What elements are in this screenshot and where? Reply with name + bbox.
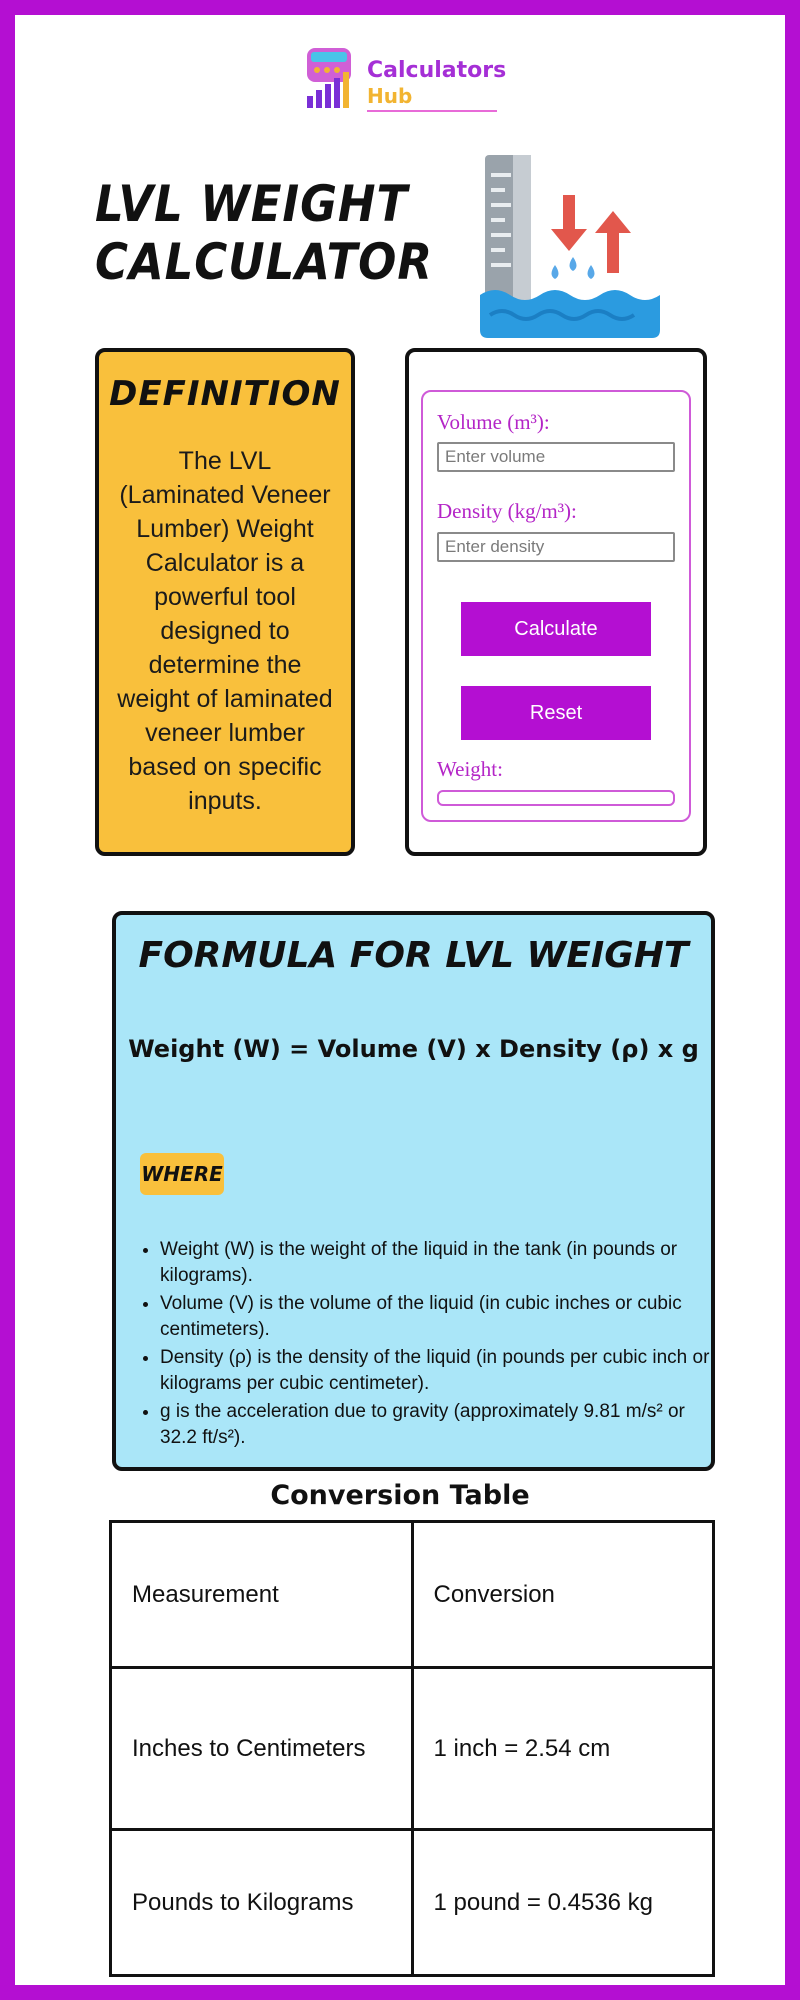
table-header-cell: Conversion xyxy=(412,1522,714,1668)
list-item: • Volume (V) is the volume of the liquid (in cubic inches or cubic centimeters). xyxy=(160,1291,720,1343)
list-item: • Weight (W) is the weight of the liquid in the tank (in pounds or kilograms). xyxy=(160,1237,720,1289)
weight-label: Weight: xyxy=(437,757,503,781)
table-row xyxy=(111,1830,714,1976)
volume-input[interactable] xyxy=(437,442,675,472)
logo-text-hub: Hub xyxy=(367,84,413,108)
page-body xyxy=(15,15,785,1985)
table-cell: 1 pound = 0.4536 kg xyxy=(412,1830,714,1976)
calculator-form xyxy=(421,390,691,822)
definition-card xyxy=(95,348,355,856)
page-title: LVL WEIGHT CALCULATOR xyxy=(95,175,433,291)
table-header-row xyxy=(111,1522,714,1668)
formula-variable-list xyxy=(136,1237,720,1453)
table-cell: Inches to Centimeters xyxy=(111,1668,413,1830)
volume-label: Volume (m³): xyxy=(437,410,550,434)
list-item: • Density (ρ) is the density of the liquid (in pounds per cubic inch or kilograms per cubic centimeter). xyxy=(160,1345,720,1397)
table-header-cell: Measurement xyxy=(111,1522,413,1668)
formula-heading: FORMULA FOR LVL WEIGHT xyxy=(138,935,689,976)
conversion-table-title: Conversion Table xyxy=(270,1480,530,1511)
liquid-gauge-illustration-icon xyxy=(465,145,675,345)
table-cell: Pounds to Kilograms xyxy=(111,1830,413,1976)
formula-equation: Weight (W) = Volume (V) x Density (ρ) x g xyxy=(128,1035,699,1063)
weight-result-field xyxy=(437,790,675,806)
calculators-hub-logo[interactable] xyxy=(305,40,505,110)
logo-text-calculators: Calculators xyxy=(367,58,507,83)
reset-button[interactable]: Reset xyxy=(461,686,651,740)
logo-underline xyxy=(367,110,497,112)
logo-icon xyxy=(305,48,361,110)
table-row xyxy=(111,1668,714,1830)
definition-heading: DEFINITION xyxy=(109,374,341,414)
table-cell: 1 inch = 2.54 cm xyxy=(412,1668,714,1830)
formula-card xyxy=(112,911,715,1471)
density-input[interactable] xyxy=(437,532,675,562)
where-badge: WHERE xyxy=(140,1153,224,1195)
calculate-button[interactable]: Calculate xyxy=(461,602,651,656)
calculator-card xyxy=(405,348,707,856)
definition-text: The LVL (Laminated Veneer Lumber) Weight Calculator is a powerful tool designed to determine the weight of laminated veneer lumber based on specific inputs. xyxy=(117,447,333,815)
conversion-table xyxy=(109,1520,715,1977)
density-label: Density (kg/m³): xyxy=(437,499,577,523)
list-item: • g is the acceleration due to gravity (approximately 9.81 m/s² or 32.2 ft/s²). xyxy=(160,1399,720,1451)
